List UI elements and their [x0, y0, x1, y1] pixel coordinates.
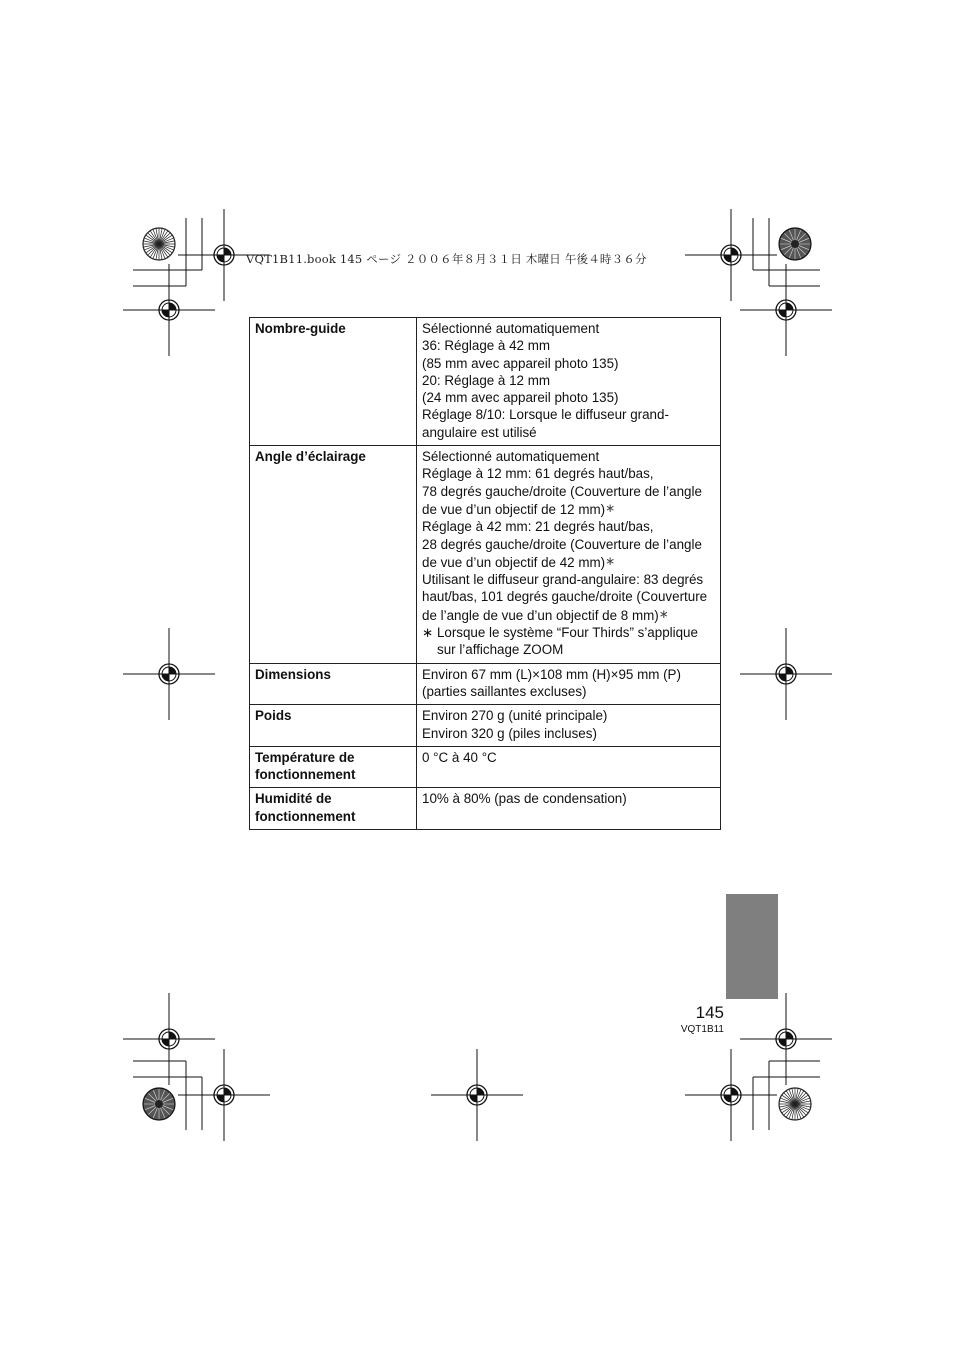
footnote-marker: ∗ [605, 500, 616, 515]
row-label: Angle d’éclairage [250, 446, 417, 664]
table-row [250, 663, 721, 705]
label-line: fonctionnement [255, 808, 356, 824]
value-line: (85 mm avec appareil photo 135) [422, 355, 619, 371]
row-value [417, 746, 721, 788]
value-line: Environ 67 mm (L)×108 mm (H)×95 mm (P) [422, 666, 681, 682]
value-line: 10% à 80% (pas de condensation) [422, 791, 627, 807]
value-line: Environ 270 g (unité principale) [422, 708, 608, 724]
table-row [250, 446, 721, 664]
row-value [417, 788, 721, 830]
running-header: VQT1B11.book 145 ページ ２００６年８月３１日 木曜日 午後４時３６分 [246, 252, 647, 266]
row-label: Dimensions [250, 663, 417, 705]
value-line: 36: Réglage à 42 mm [422, 338, 551, 354]
value-text: de vue d’un objectif de 42 mm) [422, 554, 606, 570]
label-line: fonctionnement [255, 767, 356, 783]
value-line: angulaire est utilisé [422, 424, 537, 440]
footnote-marker: ∗ [658, 606, 669, 621]
value-line: Réglage 8/10: Lorsque le diffuseur grand- [422, 407, 669, 423]
page-number: 145 [695, 1003, 724, 1022]
row-label: Poids [250, 705, 417, 747]
value-text: de l’angle de vue d’un objectif de 8 mm) [422, 607, 659, 623]
row-value [417, 446, 721, 664]
value-line: (parties saillantes excluses) [422, 683, 587, 699]
value-line [422, 606, 714, 624]
value-line: Sélectionné automatiquement [422, 321, 600, 336]
footnote-line: sur l’affichage ZOOM [437, 642, 564, 658]
value-line: 28 degrés gauche/droite (Couverture de l’angle [422, 536, 702, 552]
table-row [250, 746, 721, 788]
row-label: Nombre-guide [250, 318, 417, 446]
value-line: Réglage à 12 mm: 61 degrés haut/bas, [422, 466, 654, 482]
value-line: Sélectionné automatiquement [422, 449, 600, 465]
value-text: de vue d’un objectif de 12 mm) [422, 501, 606, 517]
value-line: Réglage à 42 mm: 21 degrés haut/bas, [422, 519, 654, 535]
specifications-table [249, 317, 721, 830]
value-line: 20: Réglage à 12 mm [422, 372, 551, 388]
value-line [422, 553, 714, 571]
value-line: haut/bas, 101 degrés gauche/droite (Couverture [422, 589, 708, 605]
footnote-line: ∗ Lorsque le système “Four Thirds” s’applique [422, 625, 698, 641]
table-row [250, 705, 721, 747]
row-value [417, 318, 721, 446]
label-line: Température de [255, 749, 355, 765]
row-value [417, 705, 721, 747]
value-line: Utilisant le diffuseur grand-angulaire: 83 degrés [422, 572, 704, 588]
value-line: 0 °C à 40 °C [422, 749, 497, 765]
section-tab [726, 894, 778, 999]
label-line: Humidité de [255, 791, 332, 807]
row-label [250, 788, 417, 830]
value-line [422, 500, 714, 518]
footnote-marker: ∗ [605, 553, 616, 568]
value-line: Environ 320 g (piles incluses) [422, 725, 597, 741]
row-label [250, 746, 417, 788]
document-code: VQT1B11 [680, 1024, 724, 1035]
row-value [417, 663, 721, 705]
table-row [250, 318, 721, 446]
value-line: 78 degrés gauche/droite (Couverture de l’angle [422, 483, 702, 499]
value-line: (24 mm avec appareil photo 135) [422, 390, 619, 406]
table-row [250, 788, 721, 830]
